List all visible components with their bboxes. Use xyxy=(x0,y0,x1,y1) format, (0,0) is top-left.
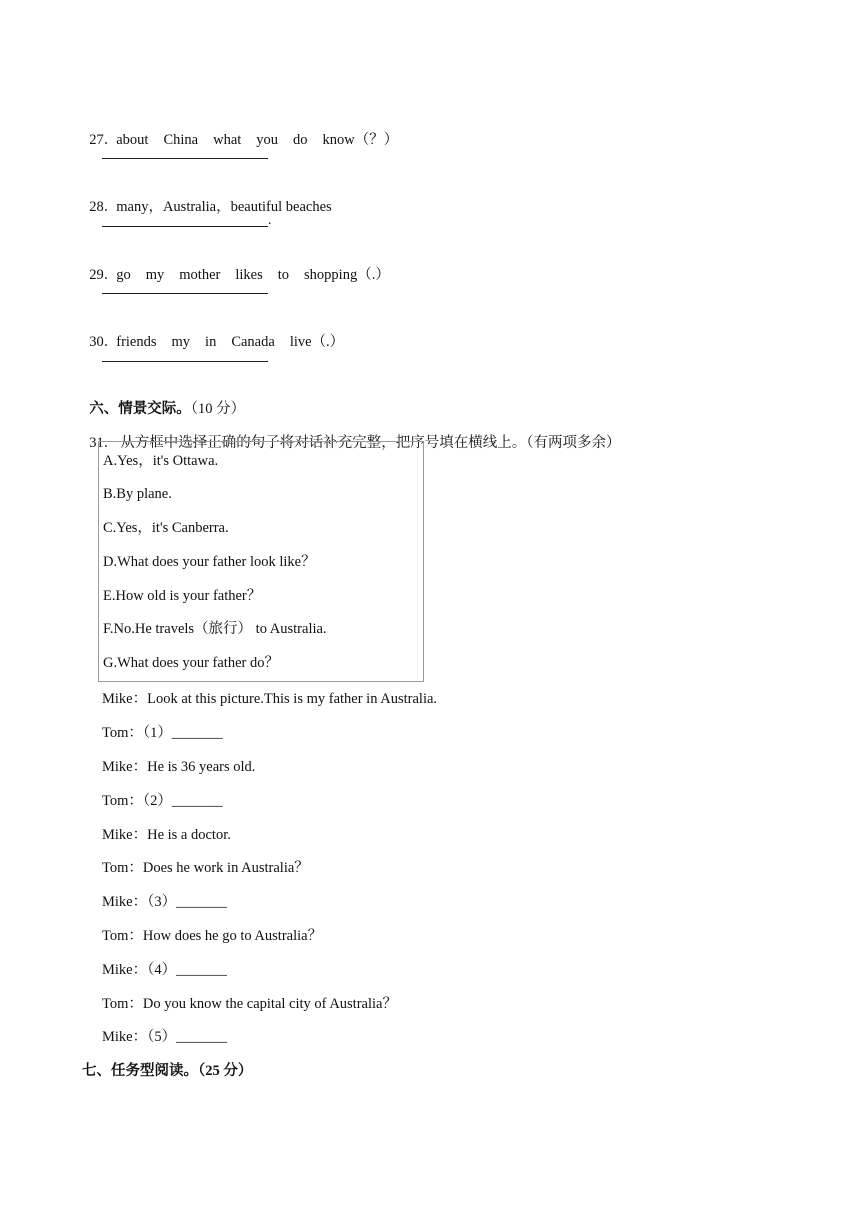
scrambled-word: about xyxy=(116,132,149,148)
scrambled-word: you xyxy=(256,132,279,148)
answer-line-28-period: . xyxy=(268,213,272,228)
dialogue-line-blank-4[interactable]: Mike：（4）_______ xyxy=(102,962,227,978)
scrambled-word: do xyxy=(293,132,308,148)
dialogue-line: Tom：Do you know the capital city of Australia？ xyxy=(102,996,397,1012)
option-a: A.Yes，it's Ottawa. xyxy=(103,453,219,469)
dialogue-line: Mike：Look at this picture.This is my father in Australia. xyxy=(102,691,438,707)
dialogue-line-blank-1[interactable]: Tom：（1）_______ xyxy=(102,725,223,741)
question-30 xyxy=(82,312,344,352)
dialogue-line-blank-2[interactable]: Tom：（2）_______ xyxy=(102,793,223,809)
scrambled-word: live（.） xyxy=(289,334,345,350)
option-c: C.Yes，it's Canberra. xyxy=(103,520,229,536)
option-b: B.By plane. xyxy=(103,486,172,502)
answer-line-27[interactable] xyxy=(102,158,268,159)
instruction-text: 从方框中选择正确的句子将对话补充完整，把序号填在横线上。（有两项多余） xyxy=(120,435,621,451)
scrambled-word: know（？） xyxy=(322,132,399,148)
scrambled-word: friends xyxy=(116,334,157,350)
scrambled-word: mother xyxy=(179,267,221,283)
section-7-heading: 七、任务型阅读。（25 分） xyxy=(82,1063,253,1079)
scrambled-word: likes xyxy=(235,267,263,283)
question-28 xyxy=(82,177,332,217)
question-number: 31． xyxy=(89,435,119,451)
scrambled-word: in xyxy=(205,334,217,350)
dialogue-line-blank-5[interactable]: Mike：（5）_______ xyxy=(102,1029,227,1045)
section-6-points: （10 分） xyxy=(190,401,246,417)
scrambled-word: Canada xyxy=(231,334,275,350)
scrambled-word: shopping（.） xyxy=(304,267,390,283)
scrambled-word: what xyxy=(213,132,242,148)
answer-line-30[interactable] xyxy=(102,361,268,362)
scrambled-word: go xyxy=(116,267,131,283)
option-e: E.How old is your father？ xyxy=(103,588,262,604)
dialogue-line: Mike：He is 36 years old. xyxy=(102,759,256,775)
scrambled-word: my xyxy=(171,334,191,350)
scrambled-word: my xyxy=(145,267,165,283)
question-number: 27． xyxy=(89,132,119,148)
dialogue-line-blank-3[interactable]: Mike：（3）_______ xyxy=(102,894,227,910)
option-f: F.No.He travels（旅行） to Australia. xyxy=(103,621,327,637)
question-27 xyxy=(82,110,398,150)
question-29 xyxy=(82,245,390,285)
dialogue-line: Tom：Does he work in Australia？ xyxy=(102,860,309,876)
section-6-title: 六、情景交际。 xyxy=(89,401,191,417)
scrambled-words: many，Australia，beautiful beaches xyxy=(116,199,332,215)
question-number: 30． xyxy=(89,334,119,350)
question-number: 29． xyxy=(89,267,119,283)
option-g: G.What does your father do？ xyxy=(103,655,279,671)
scrambled-word: to xyxy=(277,267,290,283)
option-d: D.What does your father look like？ xyxy=(103,554,316,570)
dialogue-line: Tom：How does he go to Australia？ xyxy=(102,928,323,944)
dialogue-line: Mike：He is a doctor. xyxy=(102,827,231,843)
answer-line-28[interactable] xyxy=(102,226,268,227)
question-number: 28． xyxy=(89,199,119,215)
scrambled-word: China xyxy=(163,132,199,148)
answer-line-29[interactable] xyxy=(102,293,268,294)
